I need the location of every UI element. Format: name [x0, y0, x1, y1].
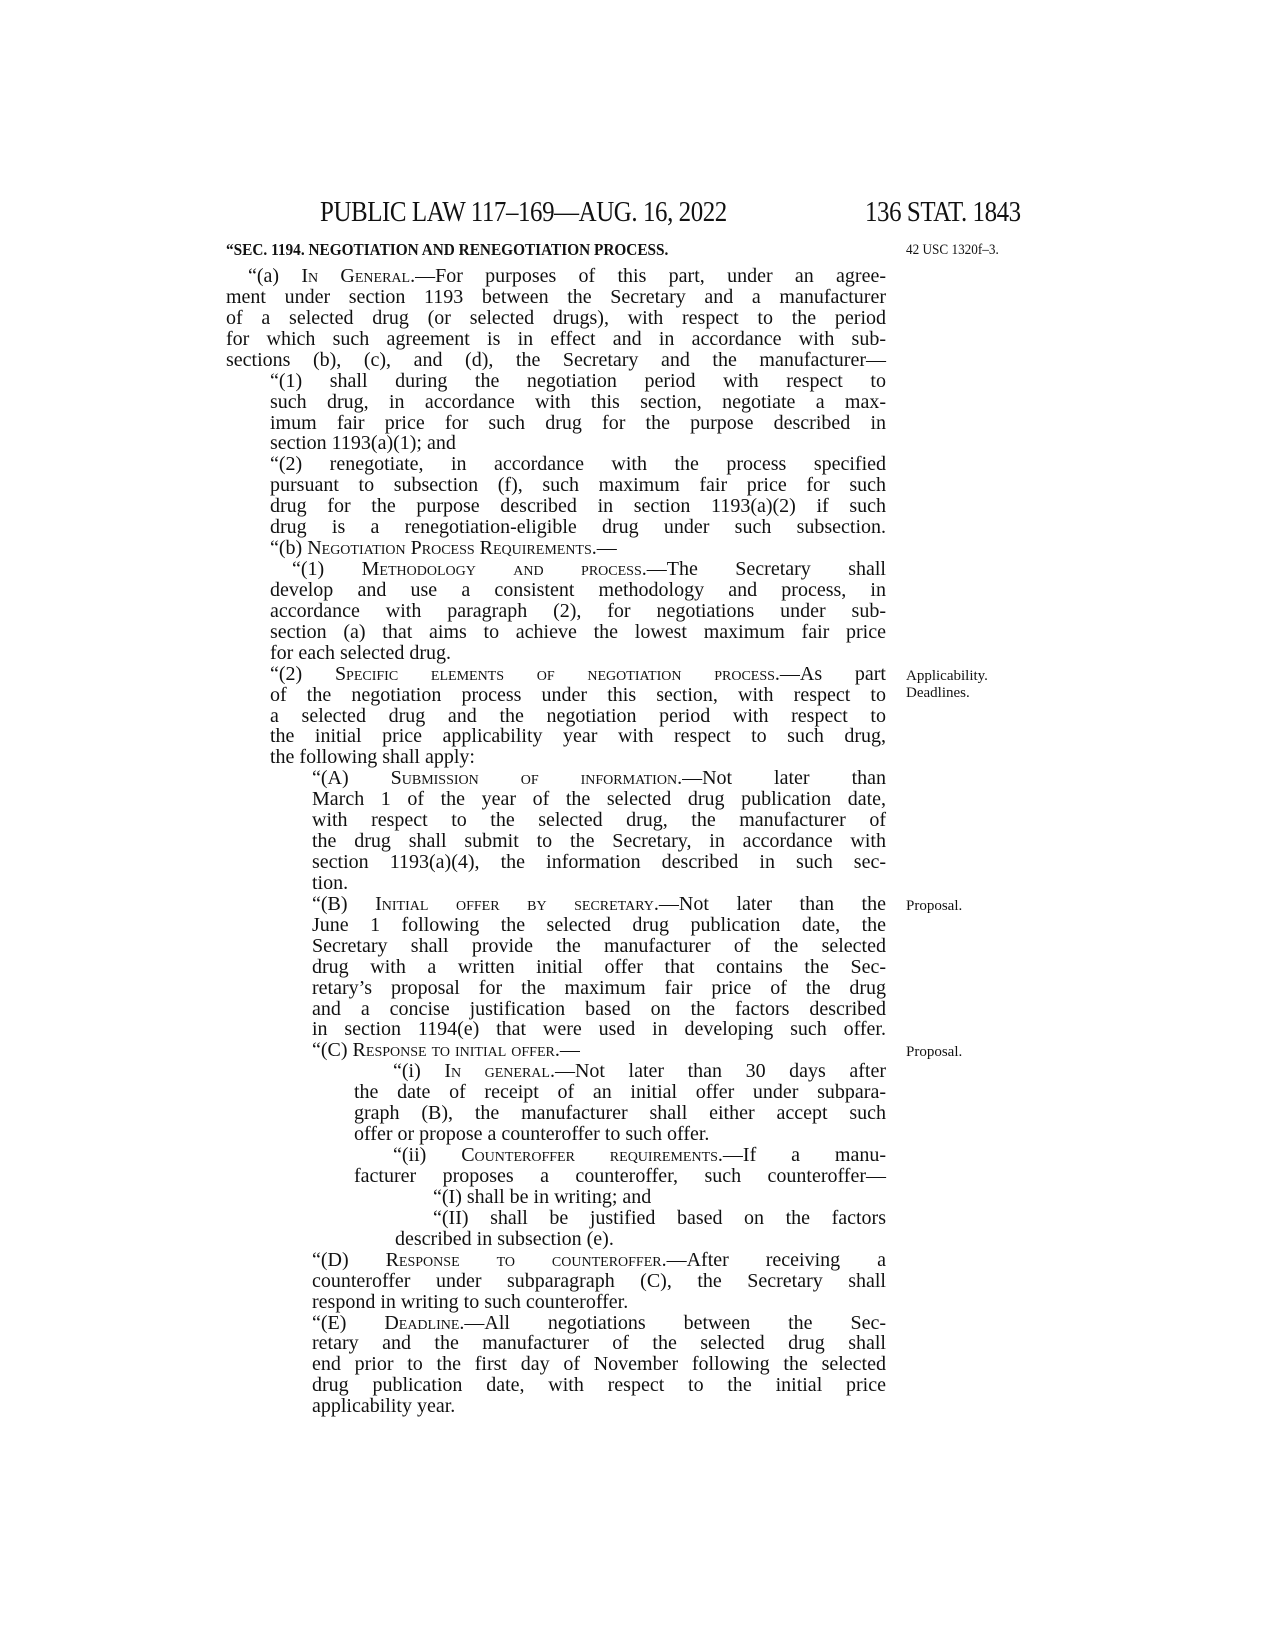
text-line: [226, 308, 886, 329]
line-text: .—If a manu-: [717, 1144, 887, 1167]
line-text: “(E): [312, 1311, 385, 1334]
line-text: .—As part: [774, 662, 886, 685]
text-line: [433, 1187, 651, 1208]
line-text: drug is a renegotiation-eligible drug under such subsection.: [270, 516, 886, 539]
line-text: June 1 following the selected drug publication date, the: [312, 913, 886, 936]
line-text: “(ii): [393, 1144, 462, 1167]
text-line: [270, 706, 886, 727]
line-text: .—Not later than 30 days after: [549, 1060, 886, 1083]
line-text: .—: [554, 1039, 580, 1062]
line-text: “(1) shall during the negotiation period with respect to: [270, 369, 886, 392]
text-line: [433, 1208, 886, 1229]
line-text: ment under section 1193 between the Secretary and a manufacturer: [226, 285, 886, 308]
text-line: [312, 936, 886, 957]
text-line: [312, 1333, 886, 1354]
subsection-heading: Specific elements of negotiation process: [334, 662, 775, 685]
text-line: [312, 852, 886, 873]
line-text: with respect to the selected drug, the manufacturer of: [312, 809, 886, 832]
text-line: [270, 664, 886, 685]
text-line: [270, 496, 886, 517]
line-text: .—For purposes of this part, under an agree-: [410, 265, 887, 287]
line-text: facturer proposes a counteroffer, such counteroffer—: [354, 1164, 886, 1187]
line-text: section 1193(a)(1); and: [270, 432, 456, 455]
margin-note-proposal: Proposal.: [906, 898, 963, 914]
line-text: “(a): [248, 265, 302, 287]
subsection-heading: Submission of information: [390, 767, 678, 790]
text-line: [354, 1166, 886, 1187]
line-text: section 1193(a)(4), the information described in such sec-: [312, 851, 886, 874]
text-line: [312, 831, 886, 852]
line-text: offer or propose a counteroffer to such offer.: [354, 1123, 710, 1146]
text-line: [270, 601, 886, 622]
text-line: [226, 350, 886, 371]
line-text: “(A): [312, 767, 391, 790]
text-line: [292, 559, 886, 580]
line-text: “(C): [312, 1039, 353, 1062]
text-line: [393, 1145, 886, 1166]
text-line: [270, 433, 456, 454]
line-text: .—After receiving a: [661, 1248, 886, 1271]
line-text: retary and the manufacturer of the selected drug shall: [312, 1332, 886, 1355]
subsection-heading: Methodology and process: [361, 558, 642, 581]
text-line: [312, 1271, 886, 1292]
line-text: accordance with paragraph (2), for negotiations under sub-: [270, 599, 886, 622]
line-text: end prior to the first day of November following the selected: [312, 1353, 886, 1376]
line-text: “(2): [270, 662, 335, 685]
page-number: 136 STAT. 1843: [865, 196, 1021, 228]
text-line: [270, 685, 886, 706]
line-text: .—Not later than the: [653, 892, 886, 915]
text-line: [312, 999, 886, 1020]
text-line: [312, 768, 886, 789]
line-text: sections (b), (c), and (d), the Secretary and the manufacturer—: [226, 348, 886, 371]
subsection-heading: Deadline: [384, 1311, 460, 1334]
line-text: a selected drug and the negotiation period with respect to: [270, 704, 886, 727]
text-line: [312, 1040, 580, 1061]
subsection-heading: In general: [444, 1060, 550, 1083]
text-line: [248, 266, 886, 287]
line-text: of a selected drug (or selected drugs), with respect to the period: [226, 306, 886, 329]
text-line: [395, 1229, 614, 1250]
margin-note-applicability: Applicability.: [906, 668, 988, 684]
text-line: [312, 915, 886, 936]
line-text: tion.: [312, 871, 349, 894]
text-line: [354, 1124, 709, 1145]
text-line: [226, 329, 886, 350]
line-text: “(B): [312, 892, 376, 915]
line-text: and a concise justification based on the factors described: [312, 997, 886, 1020]
text-line: [270, 392, 886, 413]
text-line: [270, 580, 886, 601]
subsection-heading: Initial offer by secretary: [375, 892, 654, 915]
line-text: the initial price applicability year with respect to such drug,: [270, 725, 886, 748]
line-text: drug for the purpose described in section 1193(a)(2) if such: [270, 495, 886, 518]
text-line: [270, 622, 886, 643]
line-text: “(2) renegotiate, in accordance with the process specified: [270, 453, 886, 476]
text-line: [312, 873, 348, 894]
line-text: “(D): [312, 1248, 386, 1271]
text-line: [312, 1375, 886, 1396]
line-text: .—The Secretary shall: [641, 558, 886, 581]
text-line: [270, 475, 886, 496]
text-line: [312, 1313, 886, 1334]
text-line: [312, 957, 886, 978]
line-text: applicability year.: [312, 1395, 456, 1418]
running-header-title: PUBLIC LAW 117–169—AUG. 16, 2022: [320, 196, 727, 228]
text-line: [312, 978, 886, 999]
line-text: drug publication date, with respect to the initial price: [312, 1374, 886, 1397]
line-text: for each selected drug.: [270, 641, 452, 664]
line-text: of the negotiation process under this section, with respect to: [270, 683, 886, 706]
text-line: [312, 810, 886, 831]
line-text: graph (B), the manufacturer shall either accept such: [354, 1102, 886, 1125]
text-line: [312, 1292, 628, 1313]
text-line: [354, 1103, 886, 1124]
line-text: counteroffer under subparagraph (C), the Secretary shall: [312, 1269, 886, 1292]
text-line: [312, 1354, 886, 1375]
line-text: the drug shall submit to the Secretary, in accordance with: [312, 830, 886, 853]
line-text: pursuant to subsection (f), such maximum fair price for such: [270, 474, 886, 497]
line-text: “(b): [270, 537, 308, 560]
line-text: .—: [591, 537, 617, 560]
text-line: [270, 747, 475, 768]
line-text: “(i): [393, 1060, 445, 1083]
text-line: [270, 643, 451, 664]
text-line: [312, 1250, 886, 1271]
line-text: described in subsection (e).: [395, 1227, 614, 1250]
subsection-heading: Negotiation Process Requirements: [307, 537, 592, 560]
text-line: [270, 371, 886, 392]
line-text: such drug, in accordance with this section, negotiate a max-: [270, 390, 886, 413]
text-line: [270, 726, 886, 747]
line-text: respond in writing to such counteroffer.: [312, 1290, 629, 1313]
text-line: [312, 789, 886, 810]
line-text: the date of receipt of an initial offer under subpara-: [354, 1081, 886, 1104]
text-line: [270, 538, 617, 559]
line-text: March 1 of the year of the selected drug publication date,: [312, 788, 886, 811]
subsection-heading: Response to counteroffer: [385, 1248, 662, 1271]
line-text: Secretary shall provide the manufacturer of the selected: [312, 934, 886, 957]
line-text: “(1): [292, 558, 362, 581]
margin-note-deadlines: Deadlines.: [906, 685, 970, 701]
line-text: “(II) shall be justified based on the factors: [433, 1206, 886, 1229]
line-text: imum fair price for such drug for the purpose described in: [270, 411, 886, 434]
line-text: for which such agreement is in effect and in accordance with sub-: [226, 327, 886, 350]
line-text: .—Not later than: [677, 767, 887, 790]
subsection-heading: Response to initial offer: [352, 1039, 555, 1062]
line-text: in section 1194(e) that were used in developing such offer.: [312, 1018, 886, 1041]
margin-note-proposal: Proposal.: [906, 1044, 963, 1060]
margin-note-usc-citation: 42 USC 1320f–3.: [906, 242, 999, 258]
text-line: [312, 894, 886, 915]
text-line: [312, 1019, 886, 1040]
text-line: [312, 1396, 455, 1417]
line-text: the following shall apply:: [270, 746, 475, 769]
text-line: [270, 413, 886, 434]
line-text: develop and use a consistent methodology and process, in: [270, 578, 886, 601]
subsection-heading: Counteroffer requirements: [461, 1144, 718, 1167]
text-line: [226, 287, 886, 308]
text-line: [270, 454, 886, 475]
section-heading: “SEC. 1194. NEGOTIATION AND RENEGOTIATION PROCESS.: [226, 240, 669, 259]
text-line: [270, 517, 886, 538]
line-text: drug with a written initial offer that contains the Sec-: [312, 955, 886, 978]
text-line: [354, 1082, 886, 1103]
subsection-heading: In General: [301, 265, 411, 287]
text-line: [393, 1061, 886, 1082]
line-text: section (a) that aims to achieve the lowest maximum fair price: [270, 620, 886, 643]
line-text: “(I) shall be in writing; and: [433, 1185, 652, 1208]
line-text: retary’s proposal for the maximum fair price of the drug: [312, 976, 886, 999]
line-text: .—All negotiations between the Sec-: [459, 1311, 886, 1334]
